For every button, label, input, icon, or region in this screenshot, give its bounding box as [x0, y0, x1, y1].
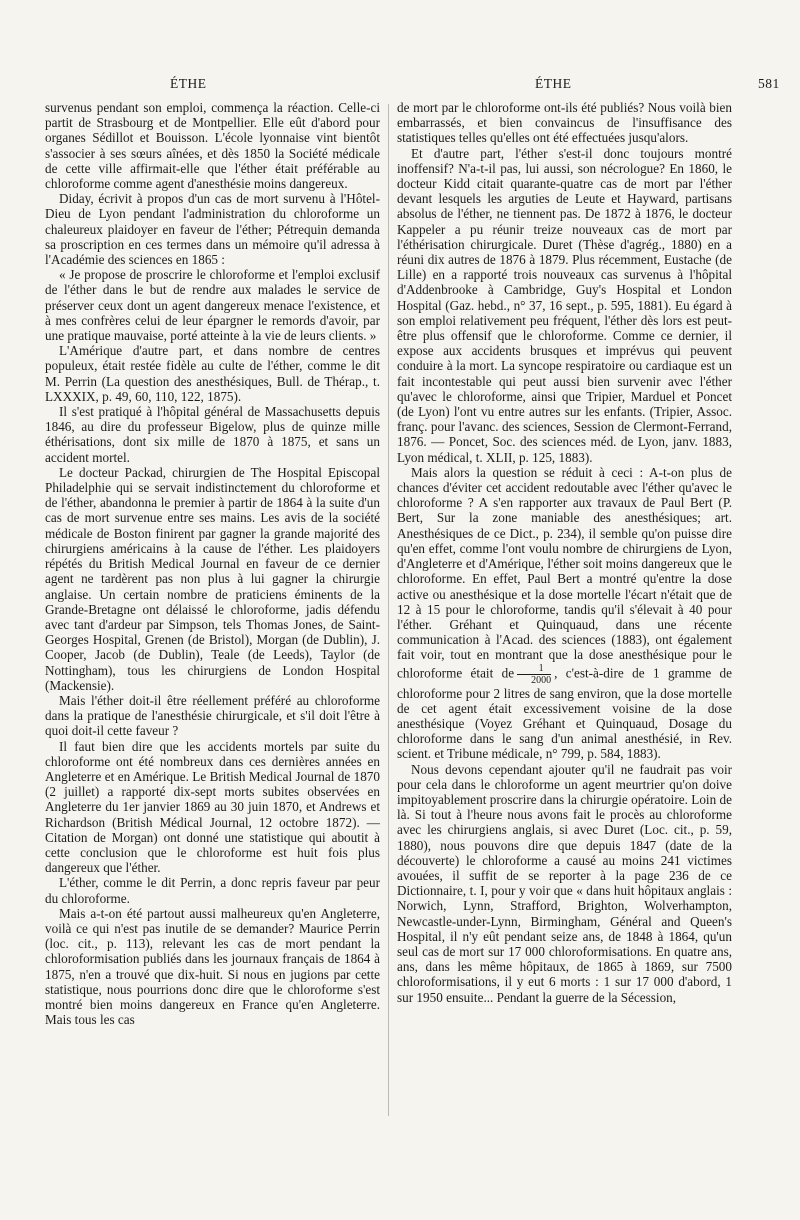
column-divider: [388, 104, 389, 1116]
paragraph: Le docteur Packad, chirurgien de The Hospital Episcopal Philadelphie qui se servait indistinctement du chloroforme et de l'éther, abandonna le premier à partir de 1864 à la suite d'un cas de mort survenue entre ses mains. Les avis de la société médicale de Boston finirent par gagner la grande majorité des chirurgiens américains à la cause de l'éther. Les plaidoyers répétés du British Medical Journal en faveur de ce dernier agent ne tardèrent pas non plus à lui gagner la chirurgie anglaise. Un certain nombre de praticiens éminents de la Grande-Bretagne ont délaissé le chloroforme, jadis défendu avec tant d'ardeur par Simpson, tels Thomas Jones, de Saint-Georges Hospital, Grenen (de Bristol), Morgan (de Dublin), J. Cooper, Jacob (de Dublin), Teale (de Leeds), Taylor (de Nottingham), tous les chirurgiens de London Hospital (Mackensie).: [45, 464, 380, 693]
paragraph: L'Amérique d'autre part, et dans nombre de centres populeux, était restée fidèle au culte de l'éther, comme le dit M. Perrin (La question des anesthésiques, Bull. de Thérap., t. LXXXIX, p. 49, 60, 110, 122, 1875).: [45, 343, 380, 404]
paragraph: L'éther, comme le dit Perrin, a donc repris faveur par peur du chloroforme.: [45, 875, 380, 906]
paragraph-with-fraction: [397, 465, 732, 762]
quotation: « Je propose de proscrire le chloroforme et l'emploi exclusif de l'éther dans le but de rendre aux malades le service de préserver ceux dont un agent dangereux menace l'existence, et à mes confrères celui de leur épargner le remords d'avoir, par une pratique mauvaise, porté atteinte à la vie de leurs clients. »: [45, 267, 380, 344]
paragraph: Il faut bien dire que les accidents mortels par suite du chloroforme ont été nombreux dans ces dernières années en Angleterre et en Amérique. Le British Medical Journal de 1870 (2 juillet) a rapporté dix-sept morts subites observées en Angleterre du 1er janvier 1869 au 30 juin 1870, et Andrews et Richardson (British Médical Journal, 12 octobre 1872). — Citation de Morgan) ont donné une statistique qui aboutit à cette conclusion que le chloroforme est huit fois plus dangereux que l'éther.: [45, 738, 380, 876]
paragraph-text: , c'est-à-dire de 1 gramme de chloroforme pour 2 litres de sang environ, que la dose mortelle de cet agent était excessivement voisine de la dose anesthésique (Voyez Gréhant et Quinquaud, Dosage du chloroforme dans le sang d'un animal anesthésié, in Rev. scient. et Tribune médicale, n° 799, p. 584, 1883).: [397, 665, 733, 762]
left-column: [45, 100, 380, 1027]
paragraph: Il s'est pratiqué à l'hôpital général de Massachusetts depuis 1846, au dire du professeur Bigelow, plus de quinze mille éthérisations, dont six mille de 1870 à 1875, et sans un accident mortel.: [45, 404, 380, 465]
right-column: [397, 100, 732, 1005]
page-number: 581: [758, 76, 780, 91]
left-header-title: ÉTHE: [170, 76, 207, 91]
running-header: [0, 76, 800, 96]
paragraph-text: Mais alors la question se réduit à ceci : A-t-on plus de chances d'éviter cet accident redoutable avec l'éther qu'avec le chloroforme ? A s'en rapporter aux travaux de Paul Bert (P. Bert, Sur la zone maniable des anesthésiques; art. Anesthésiques de ce Dict., p. 234), il semble qu'on puisse dire qu'en effet, comme l'ont voulu nombre de chirurgiens de Lyon, d'Angleterre et d'Amérique, l'éther soit moins dangereux que le chloroforme. En effet, Paul Bert a montré qu'entre la dose active ou anesthésique et la dose mortelle l'écart n'était que de 12 à 15 pour le chloroforme, tandis qu'il s'élevait à 40 pour l'éther. Gréhant et Quinquaud, dans une récente communication à l'Acad. des sciences (1883), ont également fait voir, tout en montrant que la dose anesthésique pour le chloroforme était de: [397, 464, 732, 681]
paragraph: survenus pendant son emploi, commença la réaction. Celle-ci partit de Strasbourg et de Montpellier. Elle eût d'abord pour organes Sédillot et Bouisson. L'école lyonnaise vint bientôt s'associer à ses sœurs aînées, et dès 1850 la Société médicale de cette ville affirmait-elle que l'éther était préférable au chloroforme comme agent d'anesthésie moins dangereux.: [45, 100, 380, 192]
fraction: [517, 663, 551, 686]
paragraph: Nous devons cependant ajouter qu'il ne faudrait pas voir pour cela dans le chloroforme un agent meurtrier qu'on doive impitoyablement proscrire dans la chirurgie opératoire. Loin de là. Si tout à l'heure nous avons fait le procès au chloroforme avec les chirurgiens anglais, si avec Duret (Loc. cit., p. 59, 1880), nous pouvons dire que depuis 1847 (date de la découverte) le chloroforme a causé au moins 241 victimes avouées, il suffit de se reporter à la page 236 de ce Dictionnaire, t. I, pour y voir que « dans huit hôpitaux anglais : Norwich, Lynn, Strafford, Brighton, Wolverhampton, Newcastle-under-Lynn, Birmingham, Général and Queen's Hospital, il n'y eût pendant seize ans, de 1848 à 1864, qu'un seul cas de mort sur 17 000 chloroformisations. En quatre ans, ans, dans les même hôpitaux, de 1865 à 1869, sur 7500 chloroformisations, il y eut 6 morts : 1 sur 17 000 d'abord, 1 sur 1950 ensuite... Pendant la guerre de la Sécession,: [397, 761, 732, 1005]
fraction-denominator: 2000: [531, 674, 552, 686]
paragraph: Et d'autre part, l'éther s'est-il donc toujours montré inoffensif? N'a-t-il pas, lui aussi, son nécrologue? En 1860, le docteur Kidd citait quarante-quatre cas de mort par l'éther devant lesquels les arguties de Leute et Hayward, partisans absolus de l'éther, ne tiennent pas. De 1872 à 1876, le docteur Kappeler a pu réunir treize nouveaux cas de mort par l'éthérisation chirurgicale. Duret (Thèse d'agrég., 1880) en a réuni dix autres de 1876 à 1879. Plus récemment, Eustache (de Lille) en a rapporté trois nouveaux cas survenus à l'hôpital d'Addenbrooke à Cambridge, Guy's Hospital et London Hospital (Gaz. hebd., n° 37, 16 sept., p. 595, 1881). Eu égard à son emploi relativement peu fréquent, l'éther dès lors est peut-être plus offensif que le chloroforme. Comme ce dernier, il expose aux accidents brusques et imprévus qui peuvent conduire à la mort. La syncope respiratoire ou cardiaque est un fait incontestable qui peut aussi bien survenir avec l'éther qu'avec le chloroforme, ainsi que Tripier, Marduel et Poncet (de Lyon) l'ont vu entre autres sur les enfants. (Tripier, Assoc. franç. pour l'avanc. des sciences, Session de Clermont-Ferrand, 1876. — Poncet, Soc. des sciences méd. de Lyon, janv. 1883, Lyon médical, t. XLII, p. 125, 1883).: [397, 145, 732, 465]
paragraph: de mort par le chloroforme ont-ils été publiés? Nous voilà bien embarrassés, et bien convaincus de l'insuffisance des statistiques telles qu'elles ont été effectuées jusqu'alors.: [397, 100, 732, 146]
fraction-numerator: 1: [517, 663, 551, 675]
paragraph: Mais a-t-on été partout aussi malheureux qu'en Angleterre, voilà ce qui n'est pas inutile de se demander? Maurice Perrin (loc. cit., p. 113), relevant les cas de mort pendant la chloroformisation publiés dans les journaux français de 1864 à 1875, n'en a trouvé que dix-huit. Si nous en jugions par cette statistique, nous pourrions donc dire que le chloroforme s'est montré bien moins dangereux en France qu'en Angleterre. Mais tous les cas: [45, 905, 380, 1028]
right-header-title: ÉTHE: [535, 76, 572, 91]
paragraph: Mais l'éther doit-il être réellement préféré au chloroforme dans la pratique de l'anesthésie chirurgicale, et s'il doit l'être à quoi doit-il cette faveur ?: [45, 692, 380, 739]
paragraph: Diday, écrivit à propos d'un cas de mort survenu à l'Hôtel-Dieu de Lyon pendant l'administration du chloroforme un chaleureux plaidoyer en faveur de l'éther; Pétrequin demanda sa proscription en ces termes dans un mémoire qu'il adressa à l'Académie des sciences en 1865 :: [45, 191, 380, 268]
